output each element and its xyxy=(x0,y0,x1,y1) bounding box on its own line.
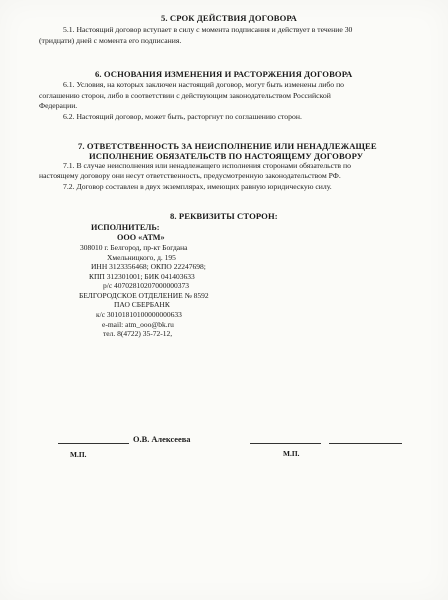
section-7-heading: 7. ОТВЕТСТВЕННОСТЬ ЗА НЕИСПОЛНЕНИЕ ИЛИ НЕНАДЛЕЖАЩЕЕ xyxy=(78,141,377,151)
requisite-line: р/с 40702810207000000373 xyxy=(103,281,190,290)
section-5-paragraph-line: (тридцати) дней с момента его подписания. xyxy=(39,36,182,45)
signature-name-line-right xyxy=(329,443,402,444)
section-6-paragraph-line: Федерации. xyxy=(39,101,78,110)
requisite-line: к/с 30101810100000000633 xyxy=(96,310,182,319)
requisite-line: ИНН 3123356468; ОКПО 22247698; xyxy=(91,262,206,271)
section-7-paragraph: 7.2. Договор составлен в двух экземплярах, имеющих равную юридическую силу. xyxy=(63,182,332,191)
section-6-heading: 6. ОСНОВАНИЯ ИЗМЕНЕНИЯ И РАСТОРЖЕНИЯ ДОГОВОРА xyxy=(95,69,353,79)
section-8-heading: 8. РЕКВИЗИТЫ СТОРОН: xyxy=(170,211,278,221)
signature-line-right xyxy=(250,443,321,444)
section-7-heading: ИСПОЛНЕНИЕ ОБЯЗАТЕЛЬСТВ ПО НАСТОЯЩЕМУ ДОГОВОРУ xyxy=(89,151,364,161)
right-stamp-label: М.П. xyxy=(283,449,300,458)
signature-line-left xyxy=(58,443,129,444)
left-signer-name: О.В. Алексеева xyxy=(133,435,191,444)
section-6-paragraph-line: 6.1. Условия, на которых заключен настоящий договор, могут быть изменены либо по xyxy=(63,80,345,89)
requisite-line: БЕЛГОРОДСКОЕ ОТДЕЛЕНИЕ № 8592 xyxy=(79,291,209,300)
section-7-paragraph-line: настоящему договору они несут ответственность, предусмотренную законодательством РФ. xyxy=(39,171,341,180)
section-6-paragraph-line: соглашению сторон, либо в соответствии с действующим законодательством Российской xyxy=(39,91,331,100)
section-5-heading: 5. СРОК ДЕЙСТВИЯ ДОГОВОРА xyxy=(161,13,297,23)
executor-title: ИСПОЛНИТЕЛЬ: xyxy=(91,223,160,232)
requisite-line: ПАО СБЕРБАНК xyxy=(114,300,170,309)
requisite-line: Хмельницкого, д. 195 xyxy=(107,253,176,262)
section-5-paragraph-line: 5.1. Настоящий договор вступает в силу с момента подписания и действует в течение 30 xyxy=(63,25,353,34)
requisite-line: 308010 г. Белгород, пр-кт Богдана xyxy=(80,243,188,252)
section-7-paragraph-line: 7.1. В случае неисполнения или ненадлежащего исполнения сторонами обязательств по xyxy=(63,161,351,170)
requisite-line: КПП 312301001; БИК 041403633 xyxy=(89,272,195,281)
executor-name: ООО «АТМ» xyxy=(117,233,165,242)
left-stamp-label: М.П. xyxy=(70,450,87,459)
section-6-paragraph: 6.2. Настоящий договор, может быть, расторгнут по соглашению сторон. xyxy=(63,112,302,121)
requisite-line: тел. 8(4722) 35-72-12, xyxy=(103,329,173,338)
requisite-line: e-mail: atm_ooo@bk.ru xyxy=(102,320,174,329)
